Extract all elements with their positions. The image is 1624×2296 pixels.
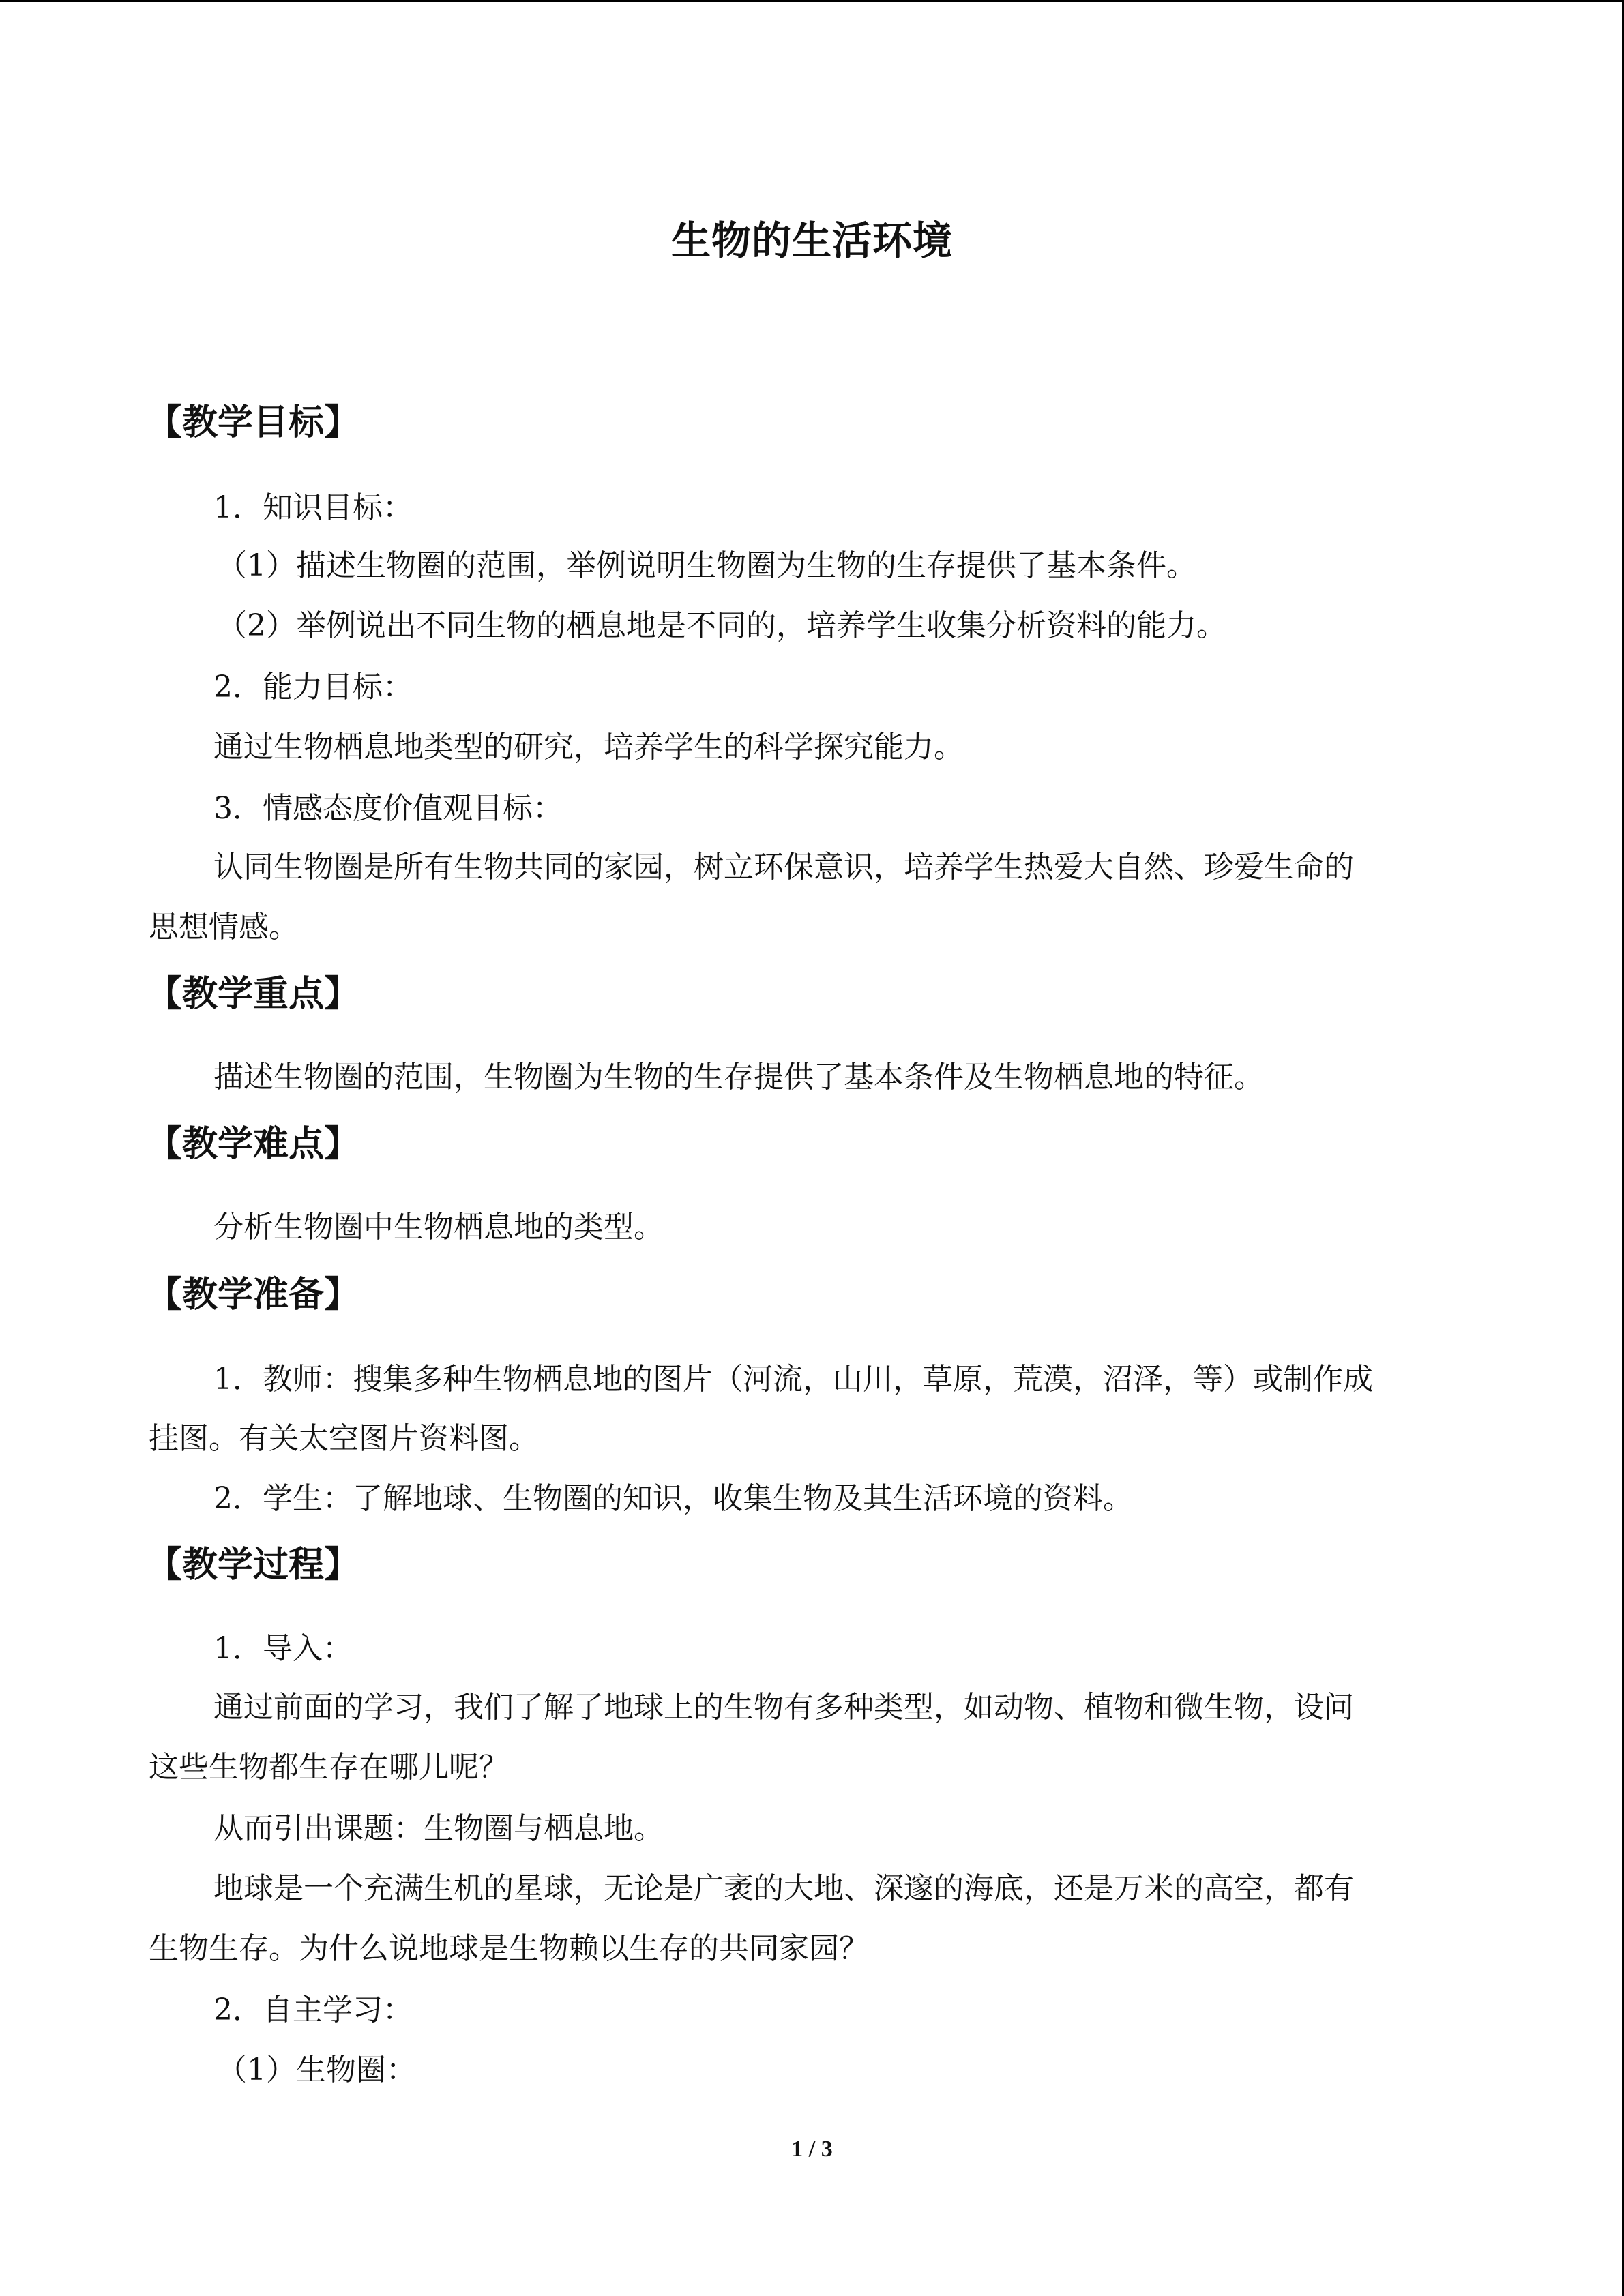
process-line: 从而引出课题：生物圈与栖息地。 [213,1811,664,1846]
heading-process: 【教学过程】 [147,1545,360,1585]
difficulty-line: 分析生物圈中生物栖息地的类型。 [213,1210,664,1244]
page-number: 1 / 3 [791,2136,833,2162]
process-line: 通过前面的学习，我们了解了地球上的生物有多种类型，如动物、植物和微生物，设问 [213,1690,1354,1725]
process-line: 生物生存。为什么说地球是生物赖以生存的共同家园？ [149,1931,869,1966]
objective-line: 思想情感。 [149,910,299,944]
process-line: 地球是一个充满生机的星球，无论是广袤的大地、深邃的海底，还是万米的高空，都有 [213,1871,1354,1906]
objective-line: 通过生物栖息地类型的研究，培养学生的科学探究能力。 [213,730,964,764]
preparation-line: 1．教师：搜集多种生物栖息地的图片（河流，山川，草原，荒漠，沼泽，等）或制作成 [213,1362,1373,1397]
process-line: （1）生物圈： [217,2053,416,2087]
objective-line: 2．能力目标： [213,670,413,704]
preparation-line: 挂图。有关太空图片资料图。 [149,1421,539,1456]
process-line: 2．自主学习： [213,1993,413,2027]
objective-line: 1．知识目标： [213,490,413,525]
objective-line: （1）描述生物圈的范围，举例说明生物圈为生物的生存提供了基本条件。 [217,548,1196,583]
page-border-top [0,0,1624,2]
heading-preparation: 【教学准备】 [147,1274,360,1315]
preparation-line: 2．学生：了解地球、生物圈的知识，收集生物及其生活环境的资料。 [213,1481,1133,1516]
objective-line: （2）举例说出不同生物的栖息地是不同的，培养学生收集分析资料的能力。 [217,608,1226,643]
heading-difficulties: 【教学难点】 [147,1124,360,1165]
objective-line: 认同生物圈是所有生物共同的家园，树立环保意识，培养学生热爱大自然、珍爱生命的 [213,850,1354,884]
document-title: 生物的生活环境 [670,218,953,264]
process-line: 这些生物都生存在哪儿呢？ [149,1750,509,1785]
heading-key-points: 【教学重点】 [147,974,360,1015]
objective-line: 3．情感态度价值观目标： [213,791,563,826]
process-line: 1．导入： [213,1631,353,1666]
key-point-line: 描述生物圈的范围，生物圈为生物的生存提供了基本条件及生物栖息地的特征。 [213,1060,1264,1094]
heading-objectives: 【教学目标】 [147,402,360,443]
